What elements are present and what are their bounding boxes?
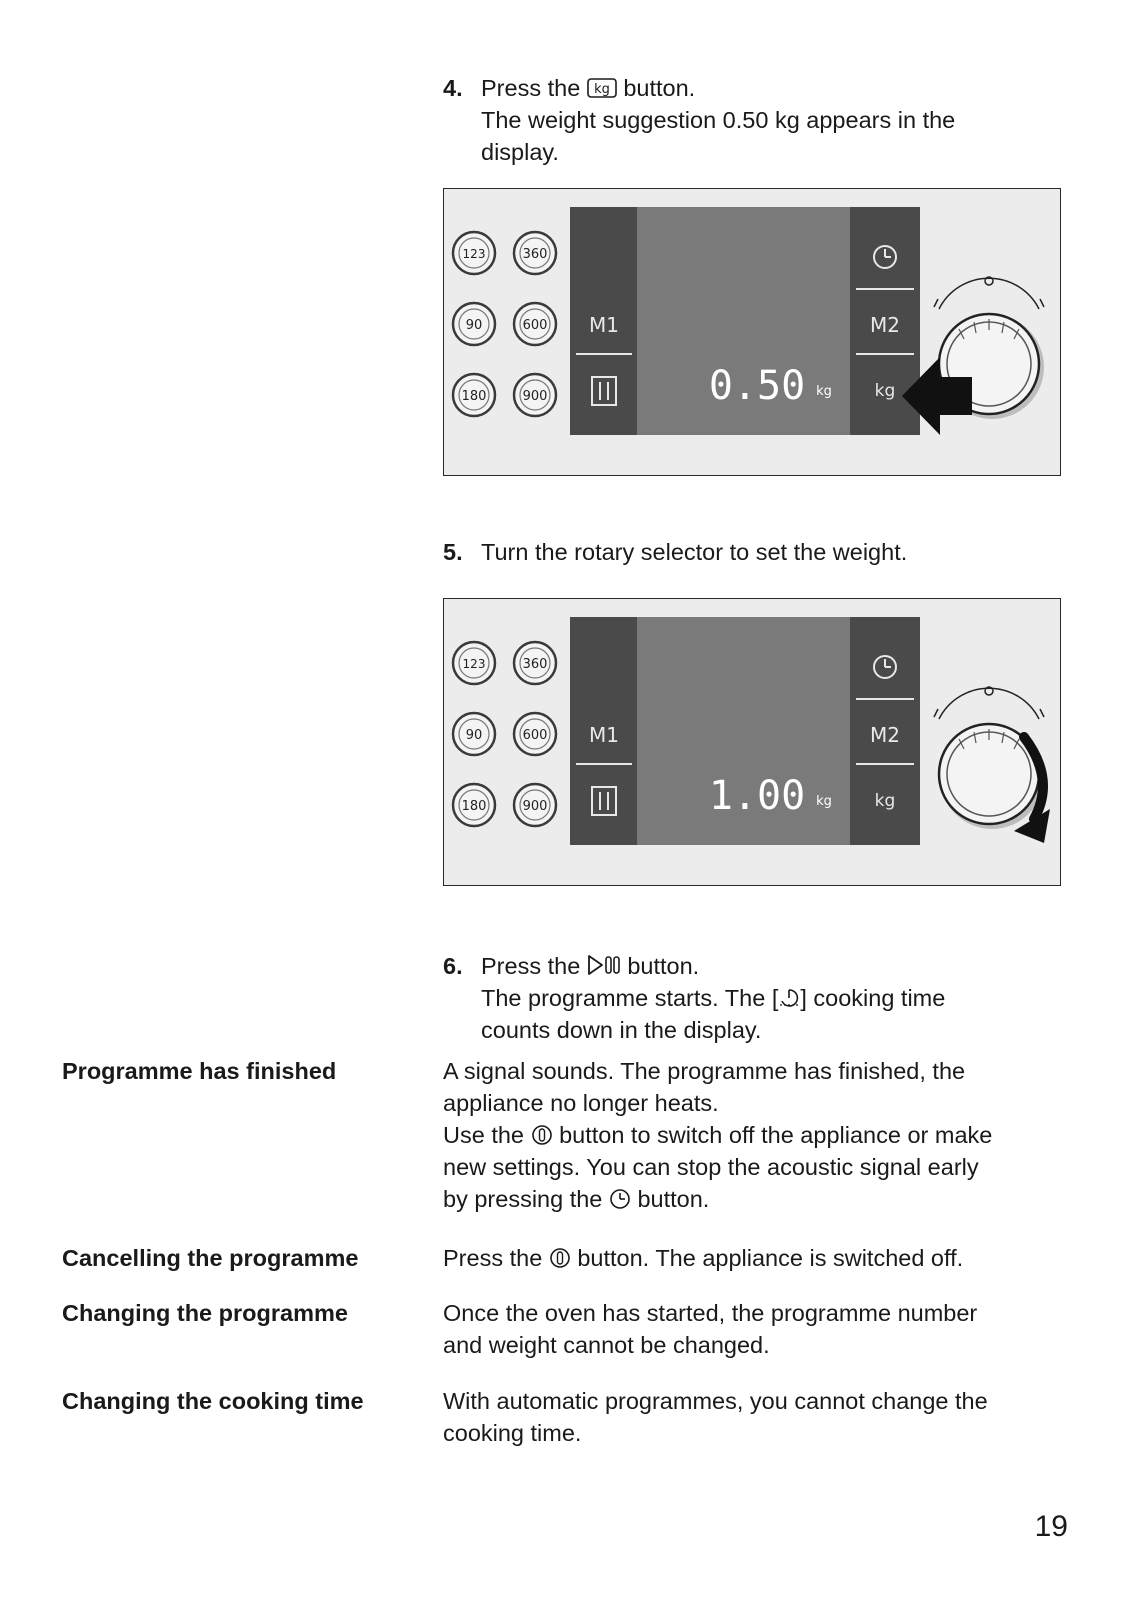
step-6-button-word: button. bbox=[627, 953, 700, 979]
display-value: 0.50 bbox=[708, 363, 806, 409]
cooking-time-icon bbox=[778, 985, 800, 1009]
svg-text:kg: kg bbox=[593, 82, 610, 97]
number-buttons bbox=[453, 232, 556, 416]
control-panel-illustration-1 bbox=[443, 188, 1061, 476]
step-4-press-label: Press the bbox=[481, 75, 581, 101]
finished-line-1: A signal sounds. The programme has finished, the bbox=[443, 1058, 966, 1084]
on-off-icon bbox=[531, 1124, 553, 1146]
heading-changing-cooking-time: Changing the cooking time bbox=[62, 1388, 364, 1414]
cancelling-programme-body bbox=[443, 1242, 1083, 1274]
step-6-text bbox=[481, 950, 1081, 1046]
finished-line-3-before: Use the bbox=[443, 1122, 524, 1148]
button-label-180: 180 bbox=[461, 389, 487, 404]
changing-programme-body bbox=[443, 1297, 1083, 1361]
display-value: 1.00 bbox=[708, 773, 806, 819]
kg-button-label: kg bbox=[874, 791, 896, 811]
step-4-text bbox=[481, 72, 1081, 168]
heading-programme-finished: Programme has finished bbox=[62, 1058, 337, 1084]
finished-line-4: new settings. You can stop the acoustic signal early bbox=[443, 1154, 979, 1180]
button-label-600: 600 bbox=[522, 728, 548, 743]
button-label-180: 180 bbox=[461, 799, 487, 814]
step-6-line-2-before: The programme starts. The [ bbox=[481, 985, 779, 1011]
cancel-after: button. The appliance is switched off. bbox=[577, 1245, 964, 1271]
button-label-360: 360 bbox=[522, 247, 548, 262]
page-number: 19 bbox=[1034, 1510, 1068, 1543]
rotary-selector bbox=[934, 687, 1044, 829]
display-unit: kg bbox=[816, 384, 832, 399]
changing-cooking-time-body bbox=[443, 1385, 1083, 1449]
button-label-900: 900 bbox=[522, 799, 548, 814]
kg-button-label: kg bbox=[874, 381, 896, 401]
step-4-button-word: button. bbox=[623, 75, 696, 101]
step-4-line-2: The weight suggestion 0.50 kg appears in the bbox=[481, 107, 956, 133]
step-6-line-2-after: ] cooking time bbox=[800, 985, 946, 1011]
button-label-90: 90 bbox=[465, 728, 483, 743]
changing-programme-line-1: Once the oven has started, the programme number bbox=[443, 1300, 978, 1326]
step-4-number: 4. bbox=[443, 75, 463, 101]
step-6-line-3: counts down in the display. bbox=[481, 1017, 762, 1043]
step-6-number: 6. bbox=[443, 953, 463, 979]
changing-programme-line-2: and weight cannot be changed. bbox=[443, 1332, 770, 1358]
programme-finished-body bbox=[443, 1055, 1083, 1215]
start-pause-icon bbox=[587, 953, 621, 977]
kg-icon bbox=[587, 77, 617, 99]
step-6-press-label: Press the bbox=[481, 953, 581, 979]
finished-line-5-before: by pressing the bbox=[443, 1186, 603, 1212]
on-off-icon bbox=[549, 1247, 571, 1269]
button-label-90: 90 bbox=[465, 318, 483, 333]
finished-line-2: appliance no longer heats. bbox=[443, 1090, 719, 1116]
button-label-900: 900 bbox=[522, 389, 548, 404]
number-buttons bbox=[453, 642, 556, 826]
changing-time-line-2: cooking time. bbox=[443, 1420, 582, 1446]
control-panel-illustration-2 bbox=[443, 598, 1061, 886]
button-label-123: 123 bbox=[462, 657, 486, 671]
m1-label: M1 bbox=[589, 723, 619, 747]
step-5-number: 5. bbox=[443, 539, 463, 565]
step-5-text: Turn the rotary selector to set the weight. bbox=[481, 539, 908, 565]
m2-label: M2 bbox=[870, 313, 900, 337]
step-4-line-3: display. bbox=[481, 139, 559, 165]
button-label-123: 123 bbox=[462, 247, 486, 261]
clock-icon bbox=[609, 1188, 631, 1210]
m1-label: M1 bbox=[589, 313, 619, 337]
heading-cancelling-programme: Cancelling the programme bbox=[62, 1245, 359, 1271]
button-label-600: 600 bbox=[522, 318, 548, 333]
heading-changing-programme: Changing the programme bbox=[62, 1300, 348, 1326]
cancel-before: Press the bbox=[443, 1245, 543, 1271]
changing-time-line-1: With automatic programmes, you cannot change the bbox=[443, 1388, 988, 1414]
display-unit: kg bbox=[816, 794, 832, 809]
button-label-360: 360 bbox=[522, 657, 548, 672]
finished-line-5-after: button. bbox=[637, 1186, 710, 1212]
m2-label: M2 bbox=[870, 723, 900, 747]
finished-line-3-after: button to switch off the appliance or make bbox=[559, 1122, 993, 1148]
